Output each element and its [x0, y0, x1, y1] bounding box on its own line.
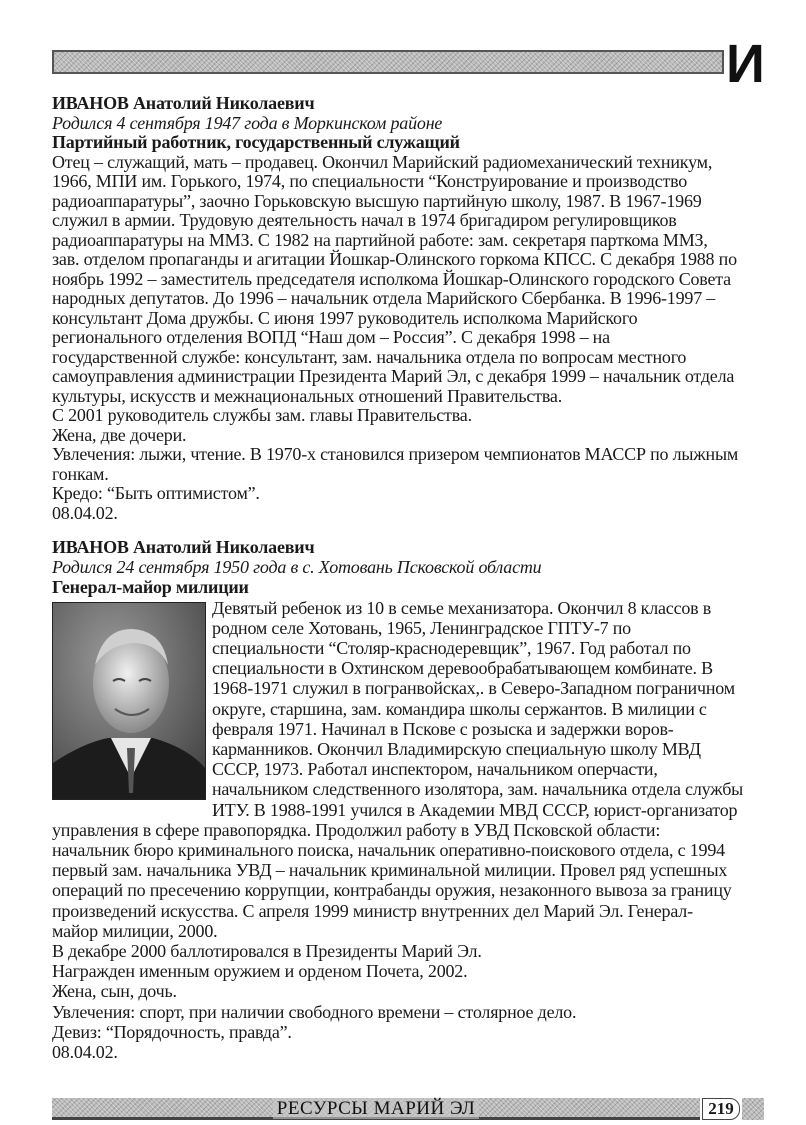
text-line: государственной службе: консультант, зам. начальника отдела по вопросам местного: [52, 346, 687, 367]
text-line: управления в сфере правопорядка. Продолжил работу в УВД Псковской области:: [52, 819, 661, 840]
text-line: зав. отделом пропаганды и агитации Йошкар-Олинского горкома КПСС. С декабря 1988 по: [52, 249, 737, 269]
text-line: Отец – служащий, мать – продавец. Окончил Марийский радиомеханический техникум,: [52, 151, 713, 172]
biography-text: [52, 820, 792, 1062]
text-line: начальником следственного изолятора, зам. начальника отдела службы: [212, 779, 744, 800]
person-name: ИВАНОВ Анатолий Николаевич: [52, 537, 315, 557]
profession: Партийный работник, государственный служащий: [52, 132, 460, 152]
portrait-photo: [52, 602, 206, 800]
text-line: специальности “Столяр-краснодеревщик”, 1967. Год работал по: [212, 638, 691, 659]
page-number: 219: [702, 1098, 740, 1120]
text-line: ноябрь 1992 – заместитель председателя исполкома Йошкар-Олинского городского Совета: [52, 268, 731, 289]
text-line: гонкам.: [52, 463, 109, 484]
biography-text: [52, 153, 792, 524]
text-line: Кредо: “Быть оптимистом”.: [52, 483, 260, 503]
footer-title: РЕСУРСЫ МАРИЙ ЭЛ: [273, 1098, 479, 1119]
person-name: ИВАНОВ Анатолий Николаевич: [52, 93, 315, 113]
text-line: регионального отделения ВОПД “Наш дом – Россия”. С декабря 1998 – на: [52, 327, 610, 347]
text-line: радиоаппаратуры на ММЗ. С 1982 на партийной работе: зам. секретаря парткома ММЗ,: [52, 229, 708, 250]
text-line: карманников. Окончил Владимирскую специальную школу МВД: [212, 739, 701, 760]
text-line: самоуправления администрации Президента Марий Эл, с декабря 1999 – начальник отдела: [52, 366, 735, 386]
text-line: народных депутатов. До 1996 – начальник отдела Марийского Сбербанка. В 1996-1997 –: [52, 288, 716, 308]
text-line: 08.04.02.: [52, 1042, 118, 1063]
birth-info: Родился 24 сентября 1950 года в с. Хотовань Псковской области: [52, 557, 542, 578]
text-line: Увлечения: спорт, при наличии свободного времени – столярное дело.: [52, 1001, 577, 1022]
footer-bar-end: [742, 1098, 764, 1120]
birth-info: Родился 4 сентября 1947 года в Моркинском районе: [52, 112, 443, 133]
text-line: 1966, МПИ им. Горького, 1974, по специальности “Конструирование и производство: [52, 171, 688, 191]
text-line: Жена, две дочери.: [52, 424, 187, 445]
text-line: Жена, сын, дочь.: [52, 981, 177, 1002]
text-line: округе, старшина, зам. командира школы сержантов. В милиции с: [212, 698, 707, 719]
text-line: произведений искусства. С апреля 1999 министр внутренних дел Марий Эл. Генерал-: [52, 900, 693, 921]
text-line: служил в армии. Трудовую деятельность начал в 1974 бригадиром регулировщиков: [52, 210, 677, 230]
text-line: Девиз: “Порядочность, правда”.: [52, 1021, 292, 1042]
biography-entry-1: [52, 94, 792, 523]
text-line: специальности в Охтинском деревообрабатывающем комбинате. В: [212, 658, 713, 679]
text-line: первый зам. начальника УВД – начальник криминальной милиции. Провел ряд успешных: [52, 860, 728, 881]
text-line: операций по пресечению коррупции, контрабанды оружия, незаконного вывоза за границу: [52, 880, 732, 901]
text-line: ИТУ. В 1988-1991 учился в Академии МВД СССР, юрист-организатор: [212, 799, 738, 820]
biography-entry-2: [52, 537, 792, 1062]
biography-text-beside-photo: [212, 598, 792, 820]
text-line: культуры, искусств и межнациональных отношений Правительства.: [52, 385, 563, 406]
text-line: майор милиции, 2000.: [52, 920, 218, 941]
text-line: начальник бюро криминального поиска, начальник оперативно-поискового отдела, с 1994: [52, 840, 725, 861]
text-line: 1968-1971 служил в погранвойсках,. в Северо-Западном пограничном: [212, 678, 735, 699]
text-line: СССР, 1973. Работал инспектором, начальником оперчасти,: [212, 759, 658, 780]
text-line: С 2001 руководитель службы зам. главы Правительства.: [52, 405, 472, 425]
text-line: 08.04.02.: [52, 502, 118, 523]
section-letter: И: [726, 34, 765, 94]
text-line: Девятый ребенок из 10 в семье механизатора. Окончил 8 классов в: [212, 597, 712, 618]
text-line: консультант Дома дружбы. С июня 1997 руководитель исполкома Марийского: [52, 307, 638, 328]
text-line: Награжден именным оружием и орденом Почета, 2002.: [52, 961, 468, 982]
profession: Генерал-майор милиции: [52, 577, 249, 598]
text-line: родном селе Хотовань, 1965, Ленинградское ГПТУ-7 по: [212, 617, 631, 638]
text-line: радиоаппаратуры”, заочно Горьковскую высшую партийную школу, 1987. В 1967-1969: [52, 190, 702, 211]
header-bar: [52, 50, 724, 74]
footer-bar: [52, 1098, 700, 1120]
text-line: февраля 1971. Начинал в Пскове с розыска и задержки воров-: [212, 718, 674, 739]
text-line: Увлечения: лыжи, чтение. В 1970-х становился призером чемпионатов МАССР по лыжным: [52, 444, 739, 464]
text-line: В декабре 2000 баллотировался в Президенты Марий Эл.: [52, 941, 482, 962]
